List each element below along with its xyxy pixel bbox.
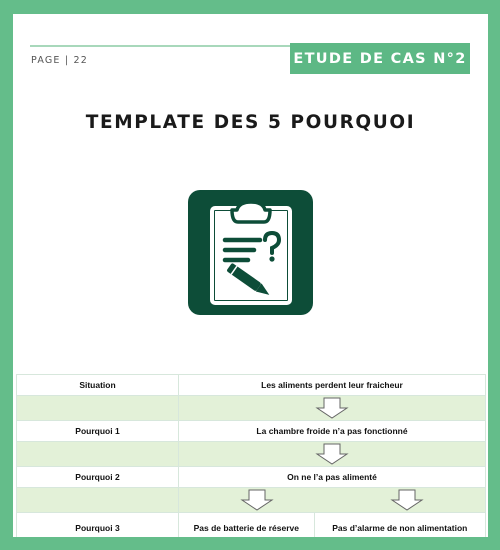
down-arrow-icon <box>315 397 349 419</box>
case-study-badge: ETUDE DE CAS N°2 <box>290 43 470 74</box>
down-arrow-icon <box>315 443 349 465</box>
empty-cell <box>17 396 179 421</box>
document-title: TEMPLATE DES 5 POURQUOI <box>85 112 416 133</box>
empty-cell <box>17 442 179 467</box>
header-rule <box>30 45 290 47</box>
arrow-cell <box>179 488 486 513</box>
why1-label: Pourquoi 1 <box>17 421 179 442</box>
table-row <box>17 442 486 467</box>
arrow-pair <box>182 489 482 511</box>
why3-value-a: Pas de batterie de réserve <box>179 513 315 538</box>
arrow-cell <box>179 396 486 421</box>
down-arrow-icon <box>240 489 274 511</box>
why2-label: Pourquoi 2 <box>17 467 179 488</box>
table-row <box>17 488 486 513</box>
five-whys-table <box>16 374 486 537</box>
clipboard-question-pen-icon <box>188 190 313 315</box>
table-row <box>17 375 486 396</box>
situation-value: Les aliments perdent leur fraicheur <box>179 375 486 396</box>
why1-value: La chambre froide n’a pas fonctionné <box>179 421 486 442</box>
table-row <box>17 396 486 421</box>
situation-label: Situation <box>17 375 179 396</box>
document-page <box>13 14 488 537</box>
arrow-cell <box>179 442 486 467</box>
why3-value-b: Pas d’alarme de non alimentation <box>314 513 485 538</box>
table-row <box>17 421 486 442</box>
table-row <box>17 467 486 488</box>
down-arrow-icon <box>390 489 424 511</box>
why3-label: Pourquoi 3 <box>17 513 179 538</box>
page-number: PAGE | 22 <box>31 55 88 66</box>
empty-cell <box>17 488 179 513</box>
why2-value: On ne l’a pas alimenté <box>179 467 486 488</box>
table-row <box>17 513 486 538</box>
